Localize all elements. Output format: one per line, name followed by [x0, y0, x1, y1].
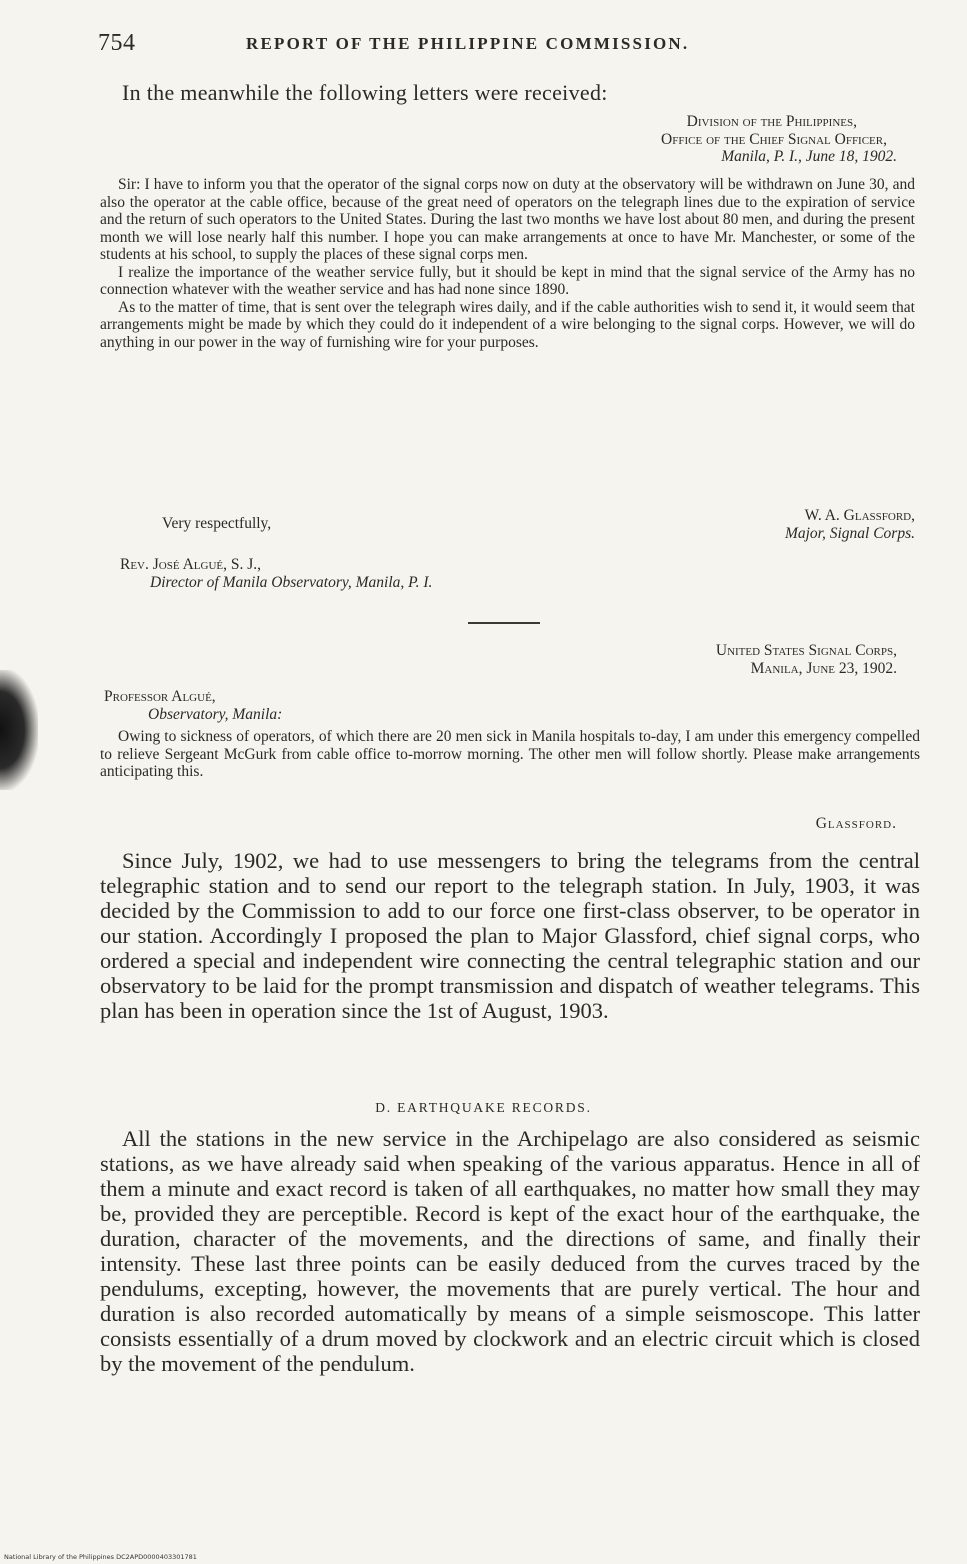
letter1-signature-name: W. A. Glassford,: [804, 507, 915, 524]
letter1-signature-title: Major, Signal Corps.: [784, 524, 915, 542]
letter1-heading-line-1: Division of the Philippines,: [686, 113, 857, 130]
section-heading: D. EARTHQUAKE RECORDS.: [375, 1100, 592, 1115]
letter1-closing: [100, 507, 915, 547]
main-paragraph-2: [100, 1126, 920, 1376]
page-header: [98, 30, 918, 58]
letter2-paragraph: Owing to sickness of operators, of which there are 20 men sick in Manila hospitals to-day, I am under this emergency compelled to relieve Sergeant McGurk from cable office to-morrow morning. The other men will follow shortly. Please make arrangements anticipating this.: [100, 728, 920, 780]
letter1-body: [100, 176, 915, 351]
letter1-addressee: [120, 556, 432, 591]
scan-edge-shadow: [0, 670, 38, 790]
letter1-date-line: Manila, P. I., June 18, 1902.: [721, 148, 897, 165]
intro-line: In the meanwhile the following letters were received:: [122, 80, 608, 105]
letter2-addressee: [104, 688, 282, 723]
main-paragraph-1-text: Since July, 1902, we had to use messengers to bring the telegrams from the central telegraphic station and to send our report to the telegraph station. In July, 1903, it was decided by the Commission to add to our force one first-class observer, to be operator in our station. Accordingly I proposed the plan to Major Glassford, chief signal corps, who ordered a special and independent wire connecting the central telegraphic station and our observatory to be laid for the prompt transmission and dispatch of weather telegrams. This plan has been in operation since the 1st of August, 1903.: [100, 848, 920, 1023]
letter2-body: [100, 728, 920, 781]
letter1-paragraph-1: Sir: I have to inform you that the operator of the signal corps now on duty at the observatory will be withdrawn on June 30, and also the operator at the cable office, because of the great need of operators on the telegraph lines due to the expiration of service and the return of such operators to the United States. During the last two months we have lost about 80 men, and during the present month we will lose nearly half this number. I hope you can make arrangements at once to have Mr. Manchester, or some of the students at his school, to supply the places of these signal corps men.: [100, 176, 915, 263]
letter2-heading-line-2: Manila, June 23, 1902.: [750, 659, 897, 677]
letter2-heading-line-1: United States Signal Corps,: [715, 642, 897, 659]
letter2-signature: Glassford.: [815, 815, 897, 832]
letter-divider: [468, 622, 540, 624]
main-paragraph-2-text: All the stations in the new service in the Archipelago are also considered as seismic stations, as we have already said when speaking of the various apparatus. Hence in all of them a minute and exact record is taken of all earthquakes, no matter how small they may be, provided they are perceptible. Record is kept of the exact hour of the earthquake, the duration, character of the movements, and the directions of same, and finally their intensity. These last three points can be easily deduced from the curves traced by the pendulums, excepting, however, the movements that are purely vertical. The hour and duration is also recorded automatically by means of a simple seismoscope. This latter consists essentially of a drum moved by clockwork and an electric circuit which is closed by the movement of the pendulum.: [100, 1126, 920, 1376]
page-number: 754: [98, 30, 136, 56]
scan-footer-text: National Library of the Philippines DC2APD0000403301781: [4, 1553, 197, 1561]
letter1-paragraph-2: I realize the importance of the weather service fully, but it should be kept in mind that the signal service of the Army has no connection whatever with the weather service and has had none since 1890.: [100, 263, 915, 298]
letter1-closing-phrase: Very respectfully,: [162, 515, 272, 532]
letter1-heading: [661, 113, 897, 166]
letter2-addressee-place: Observatory, Manila:: [148, 705, 283, 723]
letter1-addressee-name: Rev. José Algué, S. J.,: [120, 556, 262, 573]
letter2-addressee-name: Professor Algué,: [104, 688, 216, 705]
running-head: REPORT OF THE PHILIPPINE COMMISSION.: [246, 34, 690, 53]
letter1-paragraph-3: As to the matter of time, that is sent over the telegraph wires daily, and if the cable authorities wish to send it, it would seem that arrangements might be made by which they could do it independent of a wire belonging to the signal corps. However, we will do anything in our power in the way of furnishing wire for your purposes.: [100, 298, 915, 351]
letter1-heading-line-2: Office of the Chief Signal Officer,: [661, 130, 887, 148]
letter1-signature: [615, 507, 915, 542]
letter2-heading: [716, 642, 897, 677]
letter1-addressee-title: Director of Manila Observatory, Manila, P. I.: [150, 573, 433, 591]
main-paragraph-1: [100, 848, 920, 1023]
